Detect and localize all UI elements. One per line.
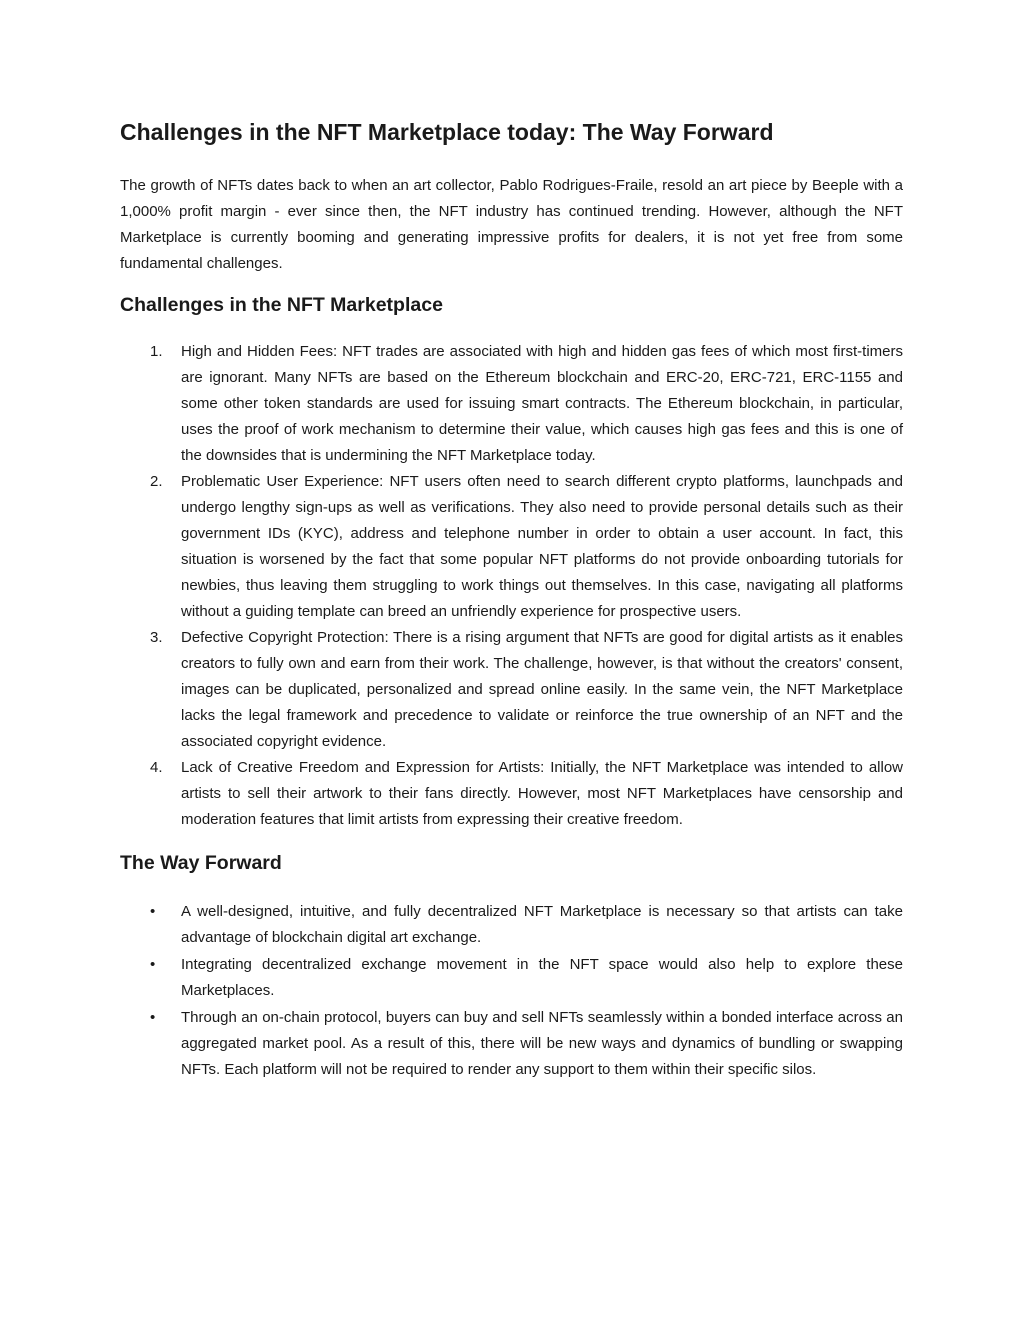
list-item-text: Problematic User Experience: NFT users often need to search different crypto platforms, launchpads and undergo lengthy sign-ups as well as verifications. They also need to provide personal details such as their government IDs (KYC), address and telephone number in order to obtain a user account. In fact, this situation is worsened by the fact that some popular NFT platforms do not provide onboarding tutorials for newbies, thus leaving them struggling to work things out themselves. In this case, navigating all platforms without a guiding template can breed an unfriendly experience for prospective users. xyxy=(181,473,903,621)
list-item-text: Integrating decentralized exchange movement in the NFT space would also help to explore these Marketplaces. xyxy=(181,955,903,999)
challenges-heading: Challenges in the NFT Marketplace xyxy=(120,293,443,316)
list-number: 4. xyxy=(150,759,163,777)
document-title: Challenges in the NFT Marketplace today: The Way Forward xyxy=(120,119,774,145)
list-item xyxy=(120,469,903,625)
list-item-text: Lack of Creative Freedom and Expression for Artists: Initially, the NFT Marketplace was intended to allow artists to sell their artwork to their fans directly. However, most NFT Marketplaces have censorship and moderation features that limit artists from expressing their creative freedom. xyxy=(181,759,903,829)
bullet-icon: • xyxy=(150,1008,156,1026)
bullet-icon: • xyxy=(150,902,156,920)
list-item xyxy=(120,899,903,951)
list-item xyxy=(120,339,903,469)
bullet-icon: • xyxy=(150,955,156,973)
intro-paragraph: The growth of NFTs dates back to when an art collector, Pablo Rodrigues-Fraile, resold an art piece by Beeple with a 1,000% profit margin - ever since then, the NFT industry has continued trending. However, although the NFT Marketplace is currently booming and generating impressive profits for dealers, it is not yet free from some fundamental challenges. xyxy=(120,176,903,272)
list-number: 2. xyxy=(150,473,163,491)
list-item-text: Through an on-chain protocol, buyers can buy and sell NFTs seamlessly within a bonded interface across an aggregated market pool. As a result of this, there will be new ways and dynamics of bundling or swapping NFTs. Each platform will not be required to render any support to them within their specific silos. xyxy=(181,1008,903,1078)
document-page xyxy=(120,118,903,1084)
way-forward-list xyxy=(120,899,903,1083)
list-item-text: Defective Copyright Protection: There is a rising argument that NFTs are good for digital artists as it enables creators to fully own and earn from their work. The challenge, however, is that without the creators' consent, images can be duplicated, personalized and spread online easily. In the same vein, the NFT Marketplace lacks the legal framework and precedence to validate or reinforce the true ownership of an NFT and the associated copyright evidence. xyxy=(181,629,903,751)
list-number: 3. xyxy=(150,629,163,647)
list-item xyxy=(120,625,903,755)
way-forward-heading: The Way Forward xyxy=(120,852,282,875)
list-item xyxy=(120,1005,903,1083)
list-item xyxy=(120,952,903,1004)
list-item-text: High and Hidden Fees: NFT trades are associated with high and hidden gas fees of which most first-timers are ignorant. Many NFTs are based on the Ethereum blockchain and ERC-20, ERC-721, ERC-1155 and some other token standards are used for issuing smart contracts. The Ethereum blockchain, in particular, uses the proof of work mechanism to determine their value, which causes high gas fees and this is one of the downsides that is undermining the NFT Marketplace today. xyxy=(181,343,903,465)
list-item-text: A well-designed, intuitive, and fully decentralized NFT Marketplace is necessary so that artists can take advantage of blockchain digital art exchange. xyxy=(181,902,903,946)
challenges-list xyxy=(120,339,903,833)
list-number: 1. xyxy=(150,343,163,361)
list-item xyxy=(120,755,903,833)
